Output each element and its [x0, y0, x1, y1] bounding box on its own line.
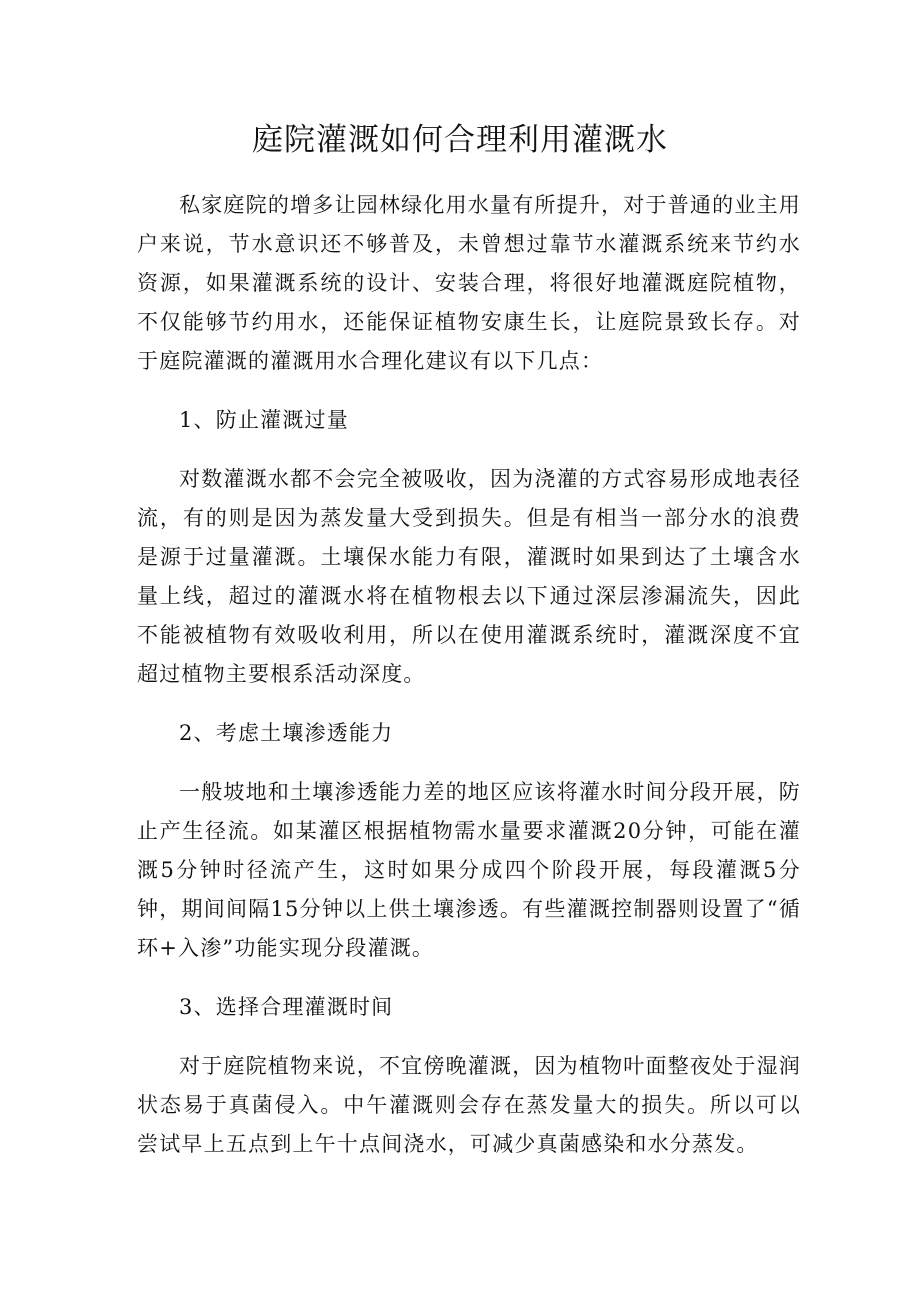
section-paragraph-3: 对于庭院植物来说，不宜傍晚灌溉，因为植物叶面整夜处于湿润状态易于真菌侵入。中午灌溉则会存在蒸发量大的损失。所以可以尝试早上五点到上午十点间浇水，可减少真菌感染和水分蒸发。	[137, 1054, 801, 1156]
section-heading-3: 3、选择合理灌溉时间	[179, 995, 394, 1019]
section-paragraph-2: 一般坡地和土壤渗透能力差的地区应该将灌水时间分段开展，防止产生径流。如某灌区根据植物需水量要求灌溉20分钟，可能在灌溉5分钟时径流产生，这时如果分成四个阶段开展，每段灌溉5分钟，期间间隔15分钟以上供土壤渗透。有些灌溉控制器则设置了“循环+入渗”功能实现分段灌溉。	[137, 780, 801, 960]
section-heading-2: 2、考虑土壤渗透能力	[179, 721, 394, 745]
document-body	[137, 186, 801, 1164]
intro-paragraph: 私家庭院的增多让园林绿化用水量有所提升，对于普通的业主用户来说，节水意识还不够普及，未曾想过靠节水灌溉系统来节约水资源，如果灌溉系统的设计、安装合理，将很好地灌溉庭院植物，不仅能够节约用水，还能保证植物安康生长，让庭院景致长存。对于庭院灌溉的灌溉用水合理化建议有以下几点：	[137, 193, 801, 373]
section-heading-1: 1、防止灌溉过量	[179, 408, 349, 432]
document-title: 庭院灌溉如何合理利用灌溉水	[252, 122, 668, 158]
section-paragraph-1: 对数灌溉水都不会完全被吸收，因为浇灌的方式容易形成地表径流，有的则是因为蒸发量大受到损失。但是有相当一部分水的浪费是源于过量灌溉。土壤保水能力有限，灌溉时如果到达了土壤含水量上线，超过的灌溉水将在植物根去以下通过深层渗漏流失，因此不能被植物有效吸收利用，所以在使用灌溉系统时，灌溉深度不宜超过植物主要根系活动深度。	[137, 467, 801, 686]
